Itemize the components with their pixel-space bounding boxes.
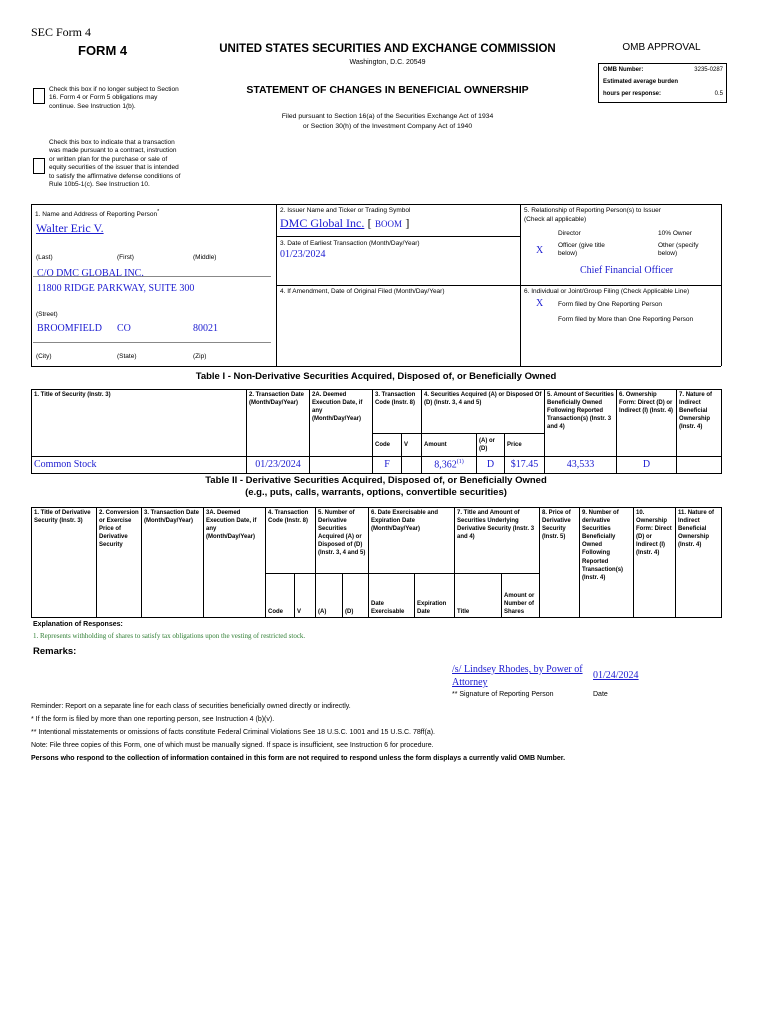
statement-title: STATEMENT OF CHANGES IN BENEFICIAL OWNERSHIP bbox=[246, 84, 529, 96]
no-longer-subject-text: Check this box if no longer subject to Section 16. Form 4 or Form 5 obligations may continue. See Instruction 1(b). bbox=[49, 86, 179, 110]
officer-title: Chief Financial Officer bbox=[580, 265, 674, 276]
t1-v bbox=[402, 457, 422, 474]
relationship-label: 5. Relationship of Reporting Person(s) to Issuer bbox=[524, 207, 661, 214]
state-value: CO bbox=[117, 323, 131, 334]
t1-price: $17.45 bbox=[505, 457, 545, 474]
t1-header-acquired: 4. Securities Acquired (A) or Disposed Of (D) (Instr. 3, 4 and 5) bbox=[422, 390, 545, 434]
t1-subheader-price: Price bbox=[505, 434, 545, 457]
t1-subheader-aord: (A) or (D) bbox=[477, 434, 505, 457]
first-label: (First) bbox=[117, 254, 134, 261]
omb-burden-label: Estimated average burden bbox=[603, 79, 679, 85]
table2-title: Table II - Derivative Securities Acquired, Disposed of, or Beneficially Owned bbox=[205, 475, 547, 486]
t1-ownership-form: D bbox=[617, 457, 677, 474]
t2-header-conversion: 2. Conversion or Exercise Price of Derivative Security bbox=[97, 508, 142, 618]
t1-subheader-v: V bbox=[402, 434, 422, 457]
explanation-note-1: 1. Represents withholding of shares to satisfy tax obligations upon the vesting of restricted stock. bbox=[33, 632, 306, 640]
footer-reminder: Reminder: Report on a separate line for each class of securities beneficially owned directly or indirectly. bbox=[31, 703, 351, 710]
rule-10b5-1-checkbox[interactable] bbox=[33, 158, 45, 174]
footer-note-multiple: * If the form is filed by more than one reporting person, see Instruction 4 (b)(v). bbox=[31, 716, 275, 723]
signature-name[interactable]: /s/ Lindsey Rhodes, by Power of Attorney bbox=[452, 664, 583, 688]
omb-hours-label: hours per response: bbox=[603, 91, 662, 97]
officer-check[interactable]: X bbox=[536, 245, 544, 256]
form-title: FORM 4 bbox=[78, 43, 128, 58]
signature-date-label: Date bbox=[593, 691, 608, 698]
footer-note-copies: Note: File three copies of this Form, one of which must be manually signed. If space is insufficient, see Instruction 6 for procedure. bbox=[31, 742, 434, 749]
filed-pursuant-line1: Filed pursuant to Section 16(a) of the Securities Exchange Act of 1934 bbox=[281, 113, 494, 120]
street-label: (Street) bbox=[36, 311, 58, 318]
t1-code: F bbox=[373, 457, 402, 474]
table2-subtitle: (e.g., puts, calls, warrants, options, convertible securities) bbox=[245, 487, 507, 498]
city-label: (City) bbox=[36, 353, 52, 360]
relationship-sublabel: (Check all applicable) bbox=[524, 216, 587, 223]
t1-header-title: 1. Title of Security (Instr. 3) bbox=[32, 390, 247, 457]
omb-approval-title: OMB APPROVAL bbox=[622, 42, 701, 53]
zip-value: 80021 bbox=[193, 323, 218, 334]
agency-location: Washington, D.C. 20549 bbox=[349, 59, 426, 66]
omb-hours-value: 0.5 bbox=[714, 91, 723, 97]
rule-10b5-1-text: Check this box to indicate that a transaction was made pursuant to a contract, instruction or written plan for the purchase or sale of equity securities of the issuer that is intended to satisfy the affirmative defense conditions of Rule 10b5-1(c). See Instruction 10. bbox=[49, 139, 181, 189]
reporting-person-name[interactable]: Walter Eric V. bbox=[36, 221, 104, 235]
issuer-label: 2. Issuer Name and Ticker or Trading Symbol bbox=[280, 207, 411, 214]
omb-number-label: OMB Number: bbox=[603, 67, 644, 73]
director-label: Director bbox=[558, 230, 581, 237]
address-line2: 11800 RIDGE PARKWAY, SUITE 300 bbox=[37, 283, 195, 294]
t1-header-code: 3. Transaction Code (Instr. 8) bbox=[373, 390, 422, 434]
other-label: Other (specify below) bbox=[658, 242, 699, 258]
t1-aord: D bbox=[477, 457, 505, 474]
t1-header-deemed: 2A. Deemed Execution Date, if any (Month/Day/Year) bbox=[310, 390, 373, 457]
t2-subheader-code: Code bbox=[266, 574, 295, 618]
t2-subheader-title: Title bbox=[455, 574, 502, 618]
zip-label: (Zip) bbox=[193, 353, 207, 360]
earliest-transaction-label: 3. Date of Earliest Transaction (Month/Day/Year) bbox=[280, 240, 420, 247]
t2-subheader-d: (D) bbox=[343, 574, 369, 618]
t2-header-underlying: 7. Title and Amount of Securities Underlying Derivative Security (Instr. 3 and 4) bbox=[455, 508, 540, 574]
t1-header-date: 2. Transaction Date (Month/Day/Year) bbox=[247, 390, 310, 457]
no-longer-subject-checkbox[interactable] bbox=[33, 88, 45, 104]
footer-omb-notice: Persons who respond to the collection of information contained in this form are not required to respond unless the form displays a currently valid OMB Number. bbox=[31, 755, 566, 762]
filing-more-label: Form filed by More than One Reporting Person bbox=[558, 316, 694, 323]
table1-title: Table I - Non-Derivative Securities Acquired, Disposed of, or Beneficially Owned bbox=[195, 371, 557, 382]
t2-subheader-a: (A) bbox=[316, 574, 343, 618]
t2-header-deemed: 3A. Deemed Execution Date, if any (Month/Day/Year) bbox=[204, 508, 266, 618]
t2-subheader-expiration: Expiration Date bbox=[415, 574, 455, 618]
t2-header-exercisable: 6. Date Exercisable and Expiration Date (Month/Day/Year) bbox=[369, 508, 455, 574]
signature-label: ** Signature of Reporting Person bbox=[452, 691, 554, 698]
t2-header-price: 8. Price of Derivative Security (Instr. 5) bbox=[540, 508, 580, 618]
reporting-person-label: 1. Name and Address of Reporting Person* bbox=[35, 209, 160, 219]
t1-subheader-amount: Amount bbox=[422, 434, 477, 457]
explanation-label: Explanation of Responses: bbox=[33, 621, 123, 628]
state-label: (State) bbox=[117, 353, 137, 360]
filing-one-check[interactable]: X bbox=[536, 298, 544, 309]
remarks-label: Remarks: bbox=[33, 646, 77, 657]
issuer-ticker: BOOM bbox=[375, 219, 403, 229]
table-row bbox=[32, 457, 722, 474]
middle-label: (Middle) bbox=[193, 254, 217, 261]
filing-label: 6. Individual or Joint/Group Filing (Check Applicable Line) bbox=[524, 288, 690, 295]
t1-header-nature: 7. Nature of Indirect Beneficial Ownership (Instr. 4) bbox=[677, 390, 722, 457]
amendment-label: 4. If Amendment, Date of Original Filed (Month/Day/Year) bbox=[280, 288, 445, 295]
t1-subheader-code: Code bbox=[373, 434, 402, 457]
city-value: BROOMFIELD bbox=[37, 323, 103, 334]
table2 bbox=[31, 507, 722, 618]
t1-amount: 8,362$^{(1)}$ bbox=[422, 457, 477, 474]
t2-subheader-v: V bbox=[295, 574, 316, 618]
t2-header-form: 10. Ownership Form: Direct (D) or Indirect (I) (Instr. 4) bbox=[634, 508, 676, 618]
t1-deemed-date bbox=[310, 457, 373, 474]
address-line1: C/O DMC GLOBAL INC. bbox=[37, 268, 144, 279]
agency-title: UNITED STATES SECURITIES AND EXCHANGE COMMISSION bbox=[219, 43, 556, 55]
t1-header-form: 6. Ownership Form: Direct (D) or Indirect (I) (Instr. 4) bbox=[617, 390, 677, 457]
ten-pct-owner-label: 10% Owner bbox=[658, 230, 692, 237]
filing-one-label: Form filed by One Reporting Person bbox=[558, 301, 663, 308]
t1-nature bbox=[677, 457, 722, 474]
footer-note-violations: ** Intentional misstatements or omissions of facts constitute Federal Criminal Violations See 18 U.S.C. 1001 and 15 U.S.C. 78ff(a). bbox=[31, 729, 435, 736]
omb-number-value: 3235-0287 bbox=[694, 67, 723, 73]
t2-header-date: 3. Transaction Date (Month/Day/Year) bbox=[142, 508, 204, 618]
t1-transaction-date: 01/23/2024 bbox=[247, 457, 310, 474]
sec-form-label: SEC Form 4 bbox=[31, 25, 92, 39]
last-label: (Last) bbox=[36, 254, 53, 261]
signature-date: 01/24/2024 bbox=[593, 670, 639, 681]
officer-label: Officer (give title below) bbox=[558, 242, 605, 258]
omb-box bbox=[598, 63, 727, 103]
t2-header-nature: 11. Nature of Indirect Beneficial Ownership (Instr. 4) bbox=[676, 508, 722, 618]
t1-owned: 43,533 bbox=[545, 457, 617, 474]
t2-header-owned: 9. Number of derivative Securities Beneficially Owned Following Reported Transaction(s) (Instr. 4) bbox=[580, 508, 634, 618]
t1-header-owned: 5. Amount of Securities Beneficially Owned Following Reported Transaction(s) (Instr. 3 and 4) bbox=[545, 390, 617, 457]
issuer-name-line: DMC Global Inc. [ BOOM ] bbox=[280, 216, 410, 230]
t2-subheader-amount: Amount or Number of Shares bbox=[502, 574, 540, 618]
earliest-transaction-date: 01/23/2024 bbox=[280, 249, 326, 260]
issuer-name[interactable]: DMC Global Inc. bbox=[280, 216, 365, 230]
t2-header-title: 1. Title of Derivative Security (Instr. 3) bbox=[32, 508, 97, 618]
t2-header-number: 5. Number of Derivative Securities Acquired (A) or Disposed of (D) (Instr. 3, 4 and 5) bbox=[316, 508, 369, 574]
t1-security-title: Common Stock bbox=[32, 457, 247, 474]
t2-subheader-date-exercisable: Date Exercisable bbox=[369, 574, 415, 618]
table1 bbox=[31, 389, 722, 474]
filed-pursuant-line2: or Section 30(h) of the Investment Company Act of 1940 bbox=[302, 123, 473, 130]
t2-header-code: 4. Transaction Code (Instr. 8) bbox=[266, 508, 316, 574]
